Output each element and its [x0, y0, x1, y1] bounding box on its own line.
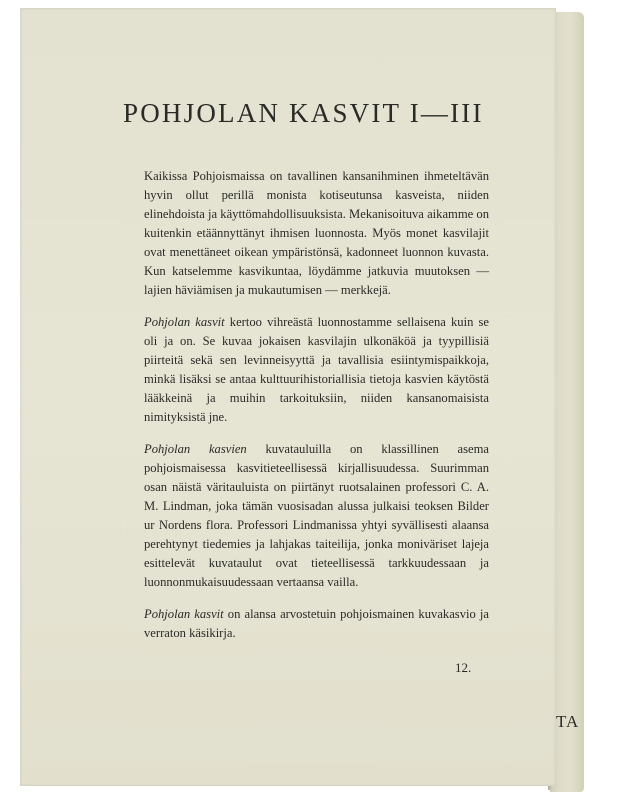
jacket-text-block [121, 98, 489, 656]
paragraph-4-italic: Pohjolan kasvit [144, 607, 224, 621]
page-number: 12. [455, 660, 472, 675]
paragraph-3-italic: Pohjolan kasvien [144, 442, 247, 456]
paragraph-3-text: kuvatauluilla on klassillinen asema pohjoismaisessa kasvitieteellisessä kirjallisuudessa. Suurimman osan näistä väritauluista on piirtänyt ruotsalainen professori C. A. M. Lindman, joka tämän vuosisadan alussa julkaisi teoksen Bilder ur Nordens flora. Professori Lindmanissa yhtyi syvällisesti alaansa perehtynyt tiedemies ja lahjakas taiteilija, jonka moniväriset lajeja esittelevät kuvataulut ovat tieteellisessä tarkkuudessaan ja luonnonmukaisuudessaan vertaansa vailla. [144, 442, 489, 589]
page-title: POHJOLAN KASVIT I—III [123, 98, 484, 128]
paragraph-1 [144, 167, 489, 300]
paragraph-1-text: Kaikissa Pohjoismaissa on tavallinen kansanihminen ihmeteltävän hyvin ollut perillä monista kotiseutunsa kasveista, niiden elinehdoista ja käyttömahdollisuuksista. Mekanisoituva aikamme on kuitenkin etäännyttänyt ihmisen luonnosta. Myös monet kasvilajit ovat menettäneet oikean ympäristönsä, kadonneet luonnon kuvasta. Kun katselemme kasvikuntaa, löydämme jatkuvia muutoksen — lajien häviämisen ja mukautumisen — merkkejä. [144, 169, 489, 297]
paragraph-2 [144, 313, 489, 427]
paragraph-2-text: kertoo vihreästä luonnostamme sellaisena kuin se oli ja on. Se kuvaa jokaisen kasvilajin ulkonäköä ja tyypillisiä piirteitä sekä sen levinneisyyttä ja tavallisia esiintymispaikkoja, minkä lisäksi se antaa kulttuurihistoriallisia tietoja kasvien käytöstä lääkkeinä ja muihin tarkoituksiin, niiden kansanomaisista nimityksistä jne. [144, 315, 489, 424]
paragraph-3 [144, 440, 489, 592]
spine-bottom-lettering: TA [556, 712, 580, 731]
paragraph-4-text: on alansa arvostetuin pohjoismainen kuvakasvio ja verraton käsikirja. [144, 607, 489, 640]
spine-lettering [560, 70, 582, 630]
paragraph-4 [144, 605, 489, 643]
paragraph-2-italic: Pohjolan kasvit [144, 315, 225, 329]
